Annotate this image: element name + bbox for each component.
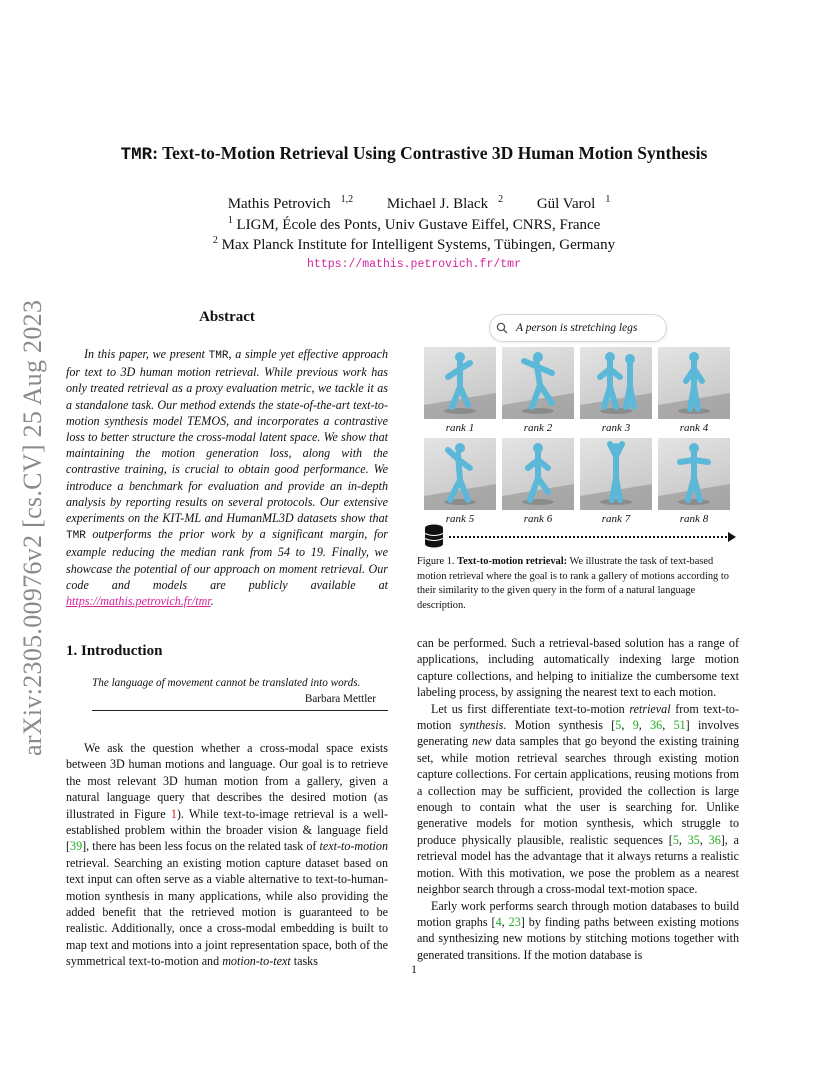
project-url-link[interactable]: https://mathis.petrovich.fr/tmr	[307, 258, 521, 271]
rank-label: rank 3	[601, 422, 631, 434]
paragraph: Let us first differentiate text-to-motion retrieval from text-to-motion synthesis. Motion synthesis [5, 9, 36, 51] involves generating new data samples that go beyond the existing training set, while motion retrieval searches through existing motion capture collections. For certain applications, reusing motions from a collection may be sufficient, provided the collection is large enough to contain what the user is searching for. Unlike generative models for motion synthesis, which struggle to produce physically plausible, realistic sequences [5, 35, 36], a retrieval model has the advantage that it always returns a realistic motion. With this motivation, we pose the problem as a nearest neighbor search through a cross-modal text-motion space.	[417, 701, 740, 897]
ranking-dotted-line	[449, 536, 731, 538]
author: Michael J. Black $^2$	[386, 194, 504, 212]
paper-title	[0, 143, 828, 165]
search-icon	[496, 322, 516, 334]
paragraph: can be performed. Such a retrieval-based solution has a range of applications, including automatically indexing large motion capture collections, and helping to initialize the cumbersome text labeling process, by assigning the nearest text to each motion.	[417, 636, 739, 700]
motion-thumbnail	[502, 347, 574, 419]
citation-link[interactable]: 36	[708, 832, 721, 847]
database-icon	[424, 524, 444, 553]
citation-link[interactable]: 5	[615, 718, 622, 733]
abstract-text: In this paper, we present TMR, a simple yet effective approach for text to 3D human motion retrieval. While previous work has only treated retrieval as a proxy evaluation metric, we tackle it as a standalone task. Our method extends the state-of-the-art text-to-motion synthesis model TEMOS, and incorporates a contrastive loss to better structure the cross-modal latent space. We show that maintaining the motion generation loss, along with the contrastive training, is crucial to obtain good performance. We introduce a benchmark for evaluation and provide an in-depth analysis by reporting results on several protocols. Our extensive experiments on the KIT-ML and HumanML3D datasets show that TMR outperforms the prior work by a significant margin, for example reducing the median rank from 54 to 19. Finally, we showcase the potential of our approach on moment retrieval. Our code and models are publicly available at https://mathis.petrovich.fr/tmr.	[66, 347, 389, 609]
affiliation-1: $^1$ LIGM, École des Ponts, Univ Gustave Eiffel, CNRS, France	[227, 215, 601, 233]
paragraph: Early work performs search through motion databases to build motion graphs [4, 23] by finding paths between existing motions and synthesizing new motions by stitching motions together with generated transitions. If the motion database is	[417, 898, 739, 962]
citation-link[interactable]: 23	[508, 914, 521, 929]
right-column-text	[417, 635, 739, 963]
introduction-heading: 1. Introduction	[66, 643, 163, 659]
motion-thumbnail	[424, 347, 496, 419]
rank-label: rank 7	[601, 513, 631, 525]
query-text: A person is stretching legs	[516, 322, 638, 334]
citation-link[interactable]: 9	[632, 718, 639, 733]
motion-thumbnail	[424, 438, 496, 510]
affiliation-2: $^2$ Max Planck Institute for Intelligent Systems, Tübingen, Germany	[212, 235, 616, 253]
author: Gül Varol $^1$	[536, 194, 611, 212]
citation-link[interactable]: 51	[673, 718, 686, 733]
rank-label: rank 8	[679, 513, 709, 525]
epigraph-author: Barbara Mettler	[304, 693, 376, 705]
rank-label: rank 2	[523, 422, 553, 434]
citation-link[interactable]: 5	[672, 832, 679, 847]
author-list	[0, 194, 828, 213]
motion-thumbnail	[658, 347, 730, 419]
page-number: 1	[411, 962, 417, 976]
citation-link[interactable]: 4	[495, 914, 502, 929]
motion-thumbnail	[502, 438, 574, 510]
motion-thumbnail	[658, 438, 730, 510]
arxiv-identifier: arXiv:2305.00976v2 [cs.CV] 25 Aug 2023	[18, 299, 47, 756]
title-acronym: TMR	[120, 145, 153, 165]
code-link[interactable]: https://mathis.petrovich.fr/tmr	[66, 594, 211, 609]
rank-label: rank 4	[679, 422, 709, 434]
figure-ref-link[interactable]: 1	[170, 806, 177, 821]
rank-label: rank 6	[523, 513, 553, 525]
query-search-bar	[489, 314, 667, 342]
citation-link[interactable]: 36	[650, 718, 663, 733]
epigraph-rule	[92, 710, 388, 711]
rank-label: rank 1	[445, 422, 475, 434]
ranking-arrow-icon	[728, 532, 736, 542]
motion-thumbnail	[580, 347, 652, 419]
citation-link[interactable]: 39	[70, 839, 83, 854]
rank-label: rank 5	[445, 513, 475, 525]
intro-paragraph: We ask the question whether a cross-modal space exists between 3D human motions and language. Our goal is to retrieve the most relevant 3D human motion from a gallery, given a natural language query that describes the desired motion (as illustrated in Figure 1). While text-to-image retrieval is a well-established problem within the broader vision & language field [39], there has been less focus on the related task of text-to-motion retrieval. Searching an existing motion capture dataset based on text input can often serve as a viable alternative to text-to-human-motion synthesis in many applications, while also providing the added benefit that the retrieved motion is guaranteed to be realistic. Additionally, once a cross-modal embedding is built to map text and motions into a joint representation space, both of the symmetrical text-to-motion and motion-to-text tasks	[66, 741, 388, 969]
title-text: : Text-to-Motion Retrieval Using Contrastive 3D Human Motion Synthesis	[152, 143, 708, 163]
epigraph	[92, 675, 376, 707]
author: Mathis Petrovich $^{1,2}$	[227, 194, 354, 212]
citation-link[interactable]: 35	[687, 832, 700, 847]
abstract-heading: Abstract	[199, 309, 255, 325]
epigraph-quote: The language of movement cannot be translated into words.	[92, 677, 361, 689]
motion-thumbnail	[580, 438, 652, 510]
figure-caption: Figure 1. Text-to-motion retrieval: We illustrate the task of text-based motion retrieval where the goal is to rank a gallery of motions according to their similarity to the given query in the form of a natural language description.	[417, 556, 729, 611]
